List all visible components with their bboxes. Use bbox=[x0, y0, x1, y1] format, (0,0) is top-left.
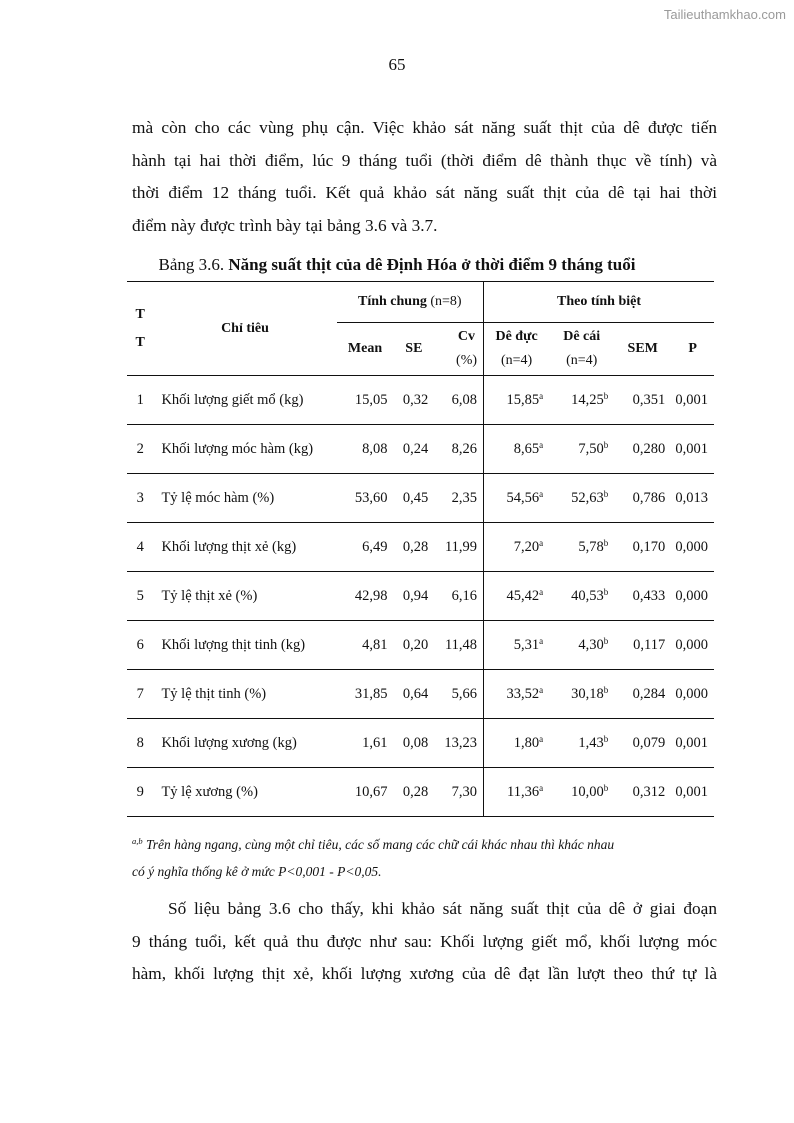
cell-male: 54,56$^a$ bbox=[484, 474, 550, 523]
cell-female: 1,43$^b$ bbox=[549, 719, 614, 768]
cell-male: 5,31$^a$ bbox=[484, 621, 550, 670]
table-row bbox=[127, 425, 714, 474]
cell-tt: 7 bbox=[127, 670, 153, 719]
cell-p: 0,001 bbox=[671, 719, 714, 768]
table-caption bbox=[0, 255, 794, 275]
cell-male: 7,20$^a$ bbox=[484, 523, 550, 572]
cell-mean: 1,61 bbox=[337, 719, 394, 768]
cell-tt: 1 bbox=[127, 376, 153, 425]
cell-male: 15,85$^a$ bbox=[484, 376, 550, 425]
intro-paragraph bbox=[132, 112, 717, 242]
header-p: P bbox=[671, 323, 714, 376]
cell-mean: 10,67 bbox=[337, 768, 394, 817]
header-by-sex: Theo tính biệt bbox=[484, 282, 714, 323]
cell-tt: 4 bbox=[127, 523, 153, 572]
cell-tt: 3 bbox=[127, 474, 153, 523]
cell-indicator: Tỷ lệ thịt xẻ (%) bbox=[153, 572, 336, 621]
header-male: Dê đực (n=4) bbox=[484, 323, 550, 376]
watermark: Tailieuthamkhao.com bbox=[663, 7, 786, 22]
cell-cv: 2,35 bbox=[434, 474, 483, 523]
cell-male: 1,80$^a$ bbox=[484, 719, 550, 768]
cell-female: 30,18$^b$ bbox=[549, 670, 614, 719]
header-sem: SEM bbox=[614, 323, 671, 376]
table-row bbox=[127, 670, 714, 719]
header-mean: Mean bbox=[337, 323, 394, 376]
cell-cv: 11,99 bbox=[434, 523, 483, 572]
intro-line-2: hành tại hai thời điểm, lúc 9 tháng tuổi (thời điểm dê thành thục về tính) và bbox=[132, 150, 717, 170]
cell-tt: 9 bbox=[127, 768, 153, 817]
cell-se: 0,45 bbox=[394, 474, 435, 523]
table-row bbox=[127, 376, 714, 425]
table-footnote bbox=[132, 831, 722, 885]
cell-sem: 0,170 bbox=[614, 523, 671, 572]
cell-male: 8,65$^a$ bbox=[484, 425, 550, 474]
cell-indicator: Khối lượng xương (kg) bbox=[153, 719, 336, 768]
page-number: 65 bbox=[388, 55, 406, 74]
cell-mean: 53,60 bbox=[337, 474, 394, 523]
cell-indicator: Khối lượng thịt xẻ (kg) bbox=[153, 523, 336, 572]
cell-male: 11,36$^a$ bbox=[484, 768, 550, 817]
cell-sem: 0,079 bbox=[614, 719, 671, 768]
cell-tt: 6 bbox=[127, 621, 153, 670]
cell-female: 40,53$^b$ bbox=[549, 572, 614, 621]
table-caption-title: Năng suất thịt của dê Định Hóa ở thời điểm 9 tháng tuổi bbox=[228, 255, 636, 274]
cell-indicator: Tỷ lệ móc hàm (%) bbox=[153, 474, 336, 523]
cell-p: 0,000 bbox=[671, 670, 714, 719]
cell-p: 0,000 bbox=[671, 621, 714, 670]
cell-cv: 8,26 bbox=[434, 425, 483, 474]
cell-male: 45,42$^a$ bbox=[484, 572, 550, 621]
header-tt: T T bbox=[127, 282, 153, 376]
cell-se: 0,20 bbox=[394, 621, 435, 670]
cell-mean: 8,08 bbox=[337, 425, 394, 474]
footnote-line-1: $^{a,b}$ Trên hàng ngang, cùng một chỉ tiêu, các số mang các chữ cái khác nhau thì khác nhau bbox=[132, 836, 615, 852]
header-se: SE bbox=[394, 323, 435, 376]
cell-female: 52,63$^b$ bbox=[549, 474, 614, 523]
cell-sem: 0,786 bbox=[614, 474, 671, 523]
cell-mean: 4,81 bbox=[337, 621, 394, 670]
cell-female: 7,50$^b$ bbox=[549, 425, 614, 474]
cell-sem: 0,312 bbox=[614, 768, 671, 817]
cell-se: 0,64 bbox=[394, 670, 435, 719]
intro-line-1: mà còn cho các vùng phụ cận. Việc khảo sát năng suất thịt của dê được tiến bbox=[132, 118, 717, 137]
analysis-paragraph bbox=[132, 893, 717, 991]
cell-p: 0,001 bbox=[671, 425, 714, 474]
cell-p: 0,000 bbox=[671, 523, 714, 572]
cell-indicator: Tỷ lệ xương (%) bbox=[153, 768, 336, 817]
intro-line-4: điểm này được trình bày tại bảng 3.6 và 3.7. bbox=[132, 215, 438, 235]
meat-yield-table bbox=[127, 281, 714, 817]
cell-female: 10,00$^b$ bbox=[549, 768, 614, 817]
cell-se: 0,32 bbox=[394, 376, 435, 425]
cell-cv: 6,08 bbox=[434, 376, 483, 425]
table-row bbox=[127, 572, 714, 621]
cell-sem: 0,280 bbox=[614, 425, 671, 474]
cell-se: 0,28 bbox=[394, 768, 435, 817]
cell-female: 14,25$^b$ bbox=[549, 376, 614, 425]
analysis-line-3: hàm, khối lượng thịt xẻ, khối lượng xương của dê đạt lần lượt theo thứ tự là bbox=[132, 964, 717, 983]
table-row bbox=[127, 474, 714, 523]
cell-cv: 5,66 bbox=[434, 670, 483, 719]
cell-tt: 8 bbox=[127, 719, 153, 768]
cell-indicator: Khối lượng móc hàm (kg) bbox=[153, 425, 336, 474]
cell-p: 0,013 bbox=[671, 474, 714, 523]
cell-indicator: Khối lượng giết mổ (kg) bbox=[153, 376, 336, 425]
cell-indicator: Tỷ lệ thịt tinh (%) bbox=[153, 670, 336, 719]
table-row bbox=[127, 621, 714, 670]
cell-mean: 42,98 bbox=[337, 572, 394, 621]
header-female: Dê cái (n=4) bbox=[549, 323, 614, 376]
cell-male: 33,52$^a$ bbox=[484, 670, 550, 719]
header-indicator: Chỉ tiêu bbox=[153, 282, 336, 376]
cell-p: 0,001 bbox=[671, 376, 714, 425]
footnote-line-2: có ý nghĩa thống kê ở mức P<0,001 - P<0,05. bbox=[132, 864, 382, 879]
cell-sem: 0,284 bbox=[614, 670, 671, 719]
cell-female: 5,78$^b$ bbox=[549, 523, 614, 572]
intro-line-3: thời điểm 12 tháng tuổi. Kết quả khảo sát năng suất thịt của dê tại hai thời bbox=[132, 183, 717, 202]
cell-indicator: Khối lượng thịt tinh (kg) bbox=[153, 621, 336, 670]
table-caption-prefix: Bảng 3.6. bbox=[158, 255, 229, 274]
cell-se: 0,24 bbox=[394, 425, 435, 474]
cell-cv: 6,16 bbox=[434, 572, 483, 621]
header-general: Tính chung (n=8) bbox=[337, 282, 484, 323]
cell-cv: 7,30 bbox=[434, 768, 483, 817]
header-cv: Cv (%) bbox=[434, 323, 483, 376]
cell-sem: 0,351 bbox=[614, 376, 671, 425]
analysis-line-1: Số liệu bảng 3.6 cho thấy, khi khảo sát năng suất thịt của dê ở giai đoạn bbox=[168, 899, 717, 918]
cell-tt: 5 bbox=[127, 572, 153, 621]
cell-sem: 0,117 bbox=[614, 621, 671, 670]
cell-p: 0,001 bbox=[671, 768, 714, 817]
cell-se: 0,28 bbox=[394, 523, 435, 572]
analysis-line-2: 9 tháng tuổi, kết quả thu được như sau: Khối lượng giết mổ, khối lượng móc bbox=[132, 931, 717, 951]
cell-mean: 15,05 bbox=[337, 376, 394, 425]
cell-p: 0,000 bbox=[671, 572, 714, 621]
cell-se: 0,08 bbox=[394, 719, 435, 768]
cell-mean: 31,85 bbox=[337, 670, 394, 719]
table-row bbox=[127, 768, 714, 817]
cell-cv: 13,23 bbox=[434, 719, 483, 768]
cell-tt: 2 bbox=[127, 425, 153, 474]
cell-female: 4,30$^b$ bbox=[549, 621, 614, 670]
cell-se: 0,94 bbox=[394, 572, 435, 621]
cell-mean: 6,49 bbox=[337, 523, 394, 572]
table-row bbox=[127, 523, 714, 572]
cell-sem: 0,433 bbox=[614, 572, 671, 621]
cell-cv: 11,48 bbox=[434, 621, 483, 670]
table-row bbox=[127, 719, 714, 768]
